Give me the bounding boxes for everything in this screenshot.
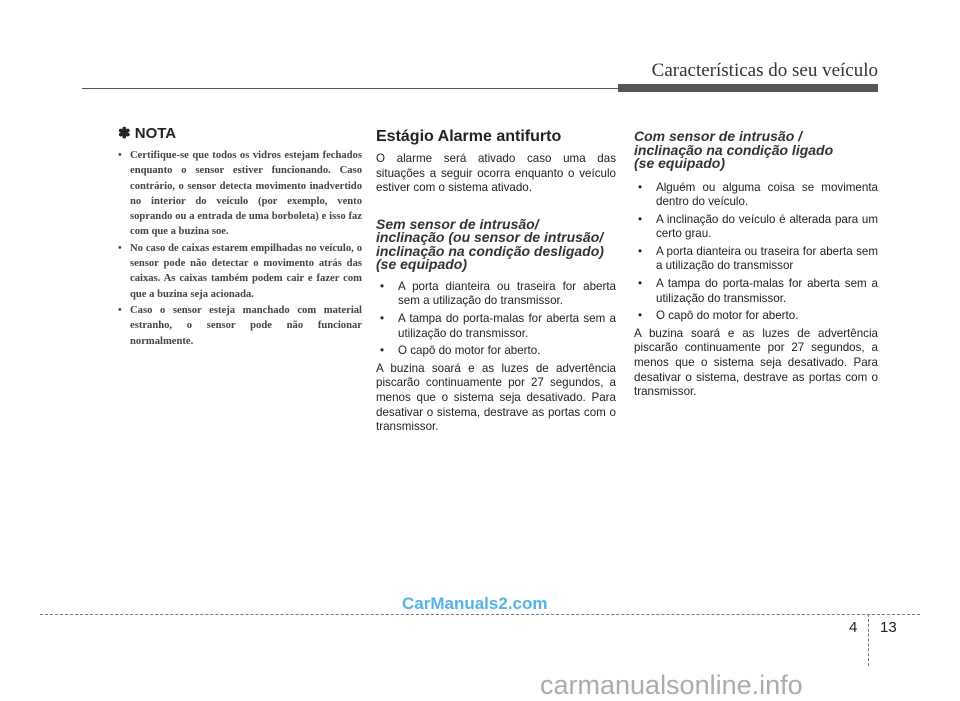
note-column xyxy=(118,124,362,350)
with-sensor-list xyxy=(634,181,878,324)
section-title: Estágio Alarme antifurto xyxy=(376,128,562,145)
sensor-column xyxy=(634,130,878,400)
note-item: • No caso de caixas estarem empilhadas no veículo, o sensor pode não detectar o movimento atrás das caixas. As caixas também podem cair e fazer com que a buzina seja acionada. xyxy=(118,241,362,302)
note-item: • Caso o sensor esteja manchado com material estranho, o sensor pode não funcionar normalmente. xyxy=(118,303,362,349)
watermark-footer: carmanualsonline.info xyxy=(540,670,803,700)
list-item: • O capô do motor for aberto. xyxy=(634,309,878,324)
list-item: • A porta dianteira ou traseira for aberta sem a utilização do transmissor xyxy=(634,245,878,274)
list-item: • O capô do motor for aberto. xyxy=(376,344,616,359)
list-item: • A inclinação do veículo é alterada para um certo grau. xyxy=(634,213,878,242)
chapter-number: 4 xyxy=(849,619,858,636)
with-sensor-text: A buzina soará e as luzes de advertência piscarão continuamente por 27 segundos, a menos que o sistema seja desativado. Para desativar o sistema, destrave as portas com o transmissor. xyxy=(634,326,878,399)
header-bar xyxy=(618,84,878,92)
title-line: inclinação na condição ligado xyxy=(634,141,834,158)
watermark-link[interactable]: CarManuals2.com xyxy=(402,594,548,613)
without-sensor-list xyxy=(376,280,616,359)
with-sensor-title xyxy=(634,130,878,171)
title-line: inclinação (ou sensor de intrusão/ xyxy=(376,229,604,246)
note-list xyxy=(118,148,362,349)
note-item: • Certifique-se que todos os vidros estejam fechados enquanto o sensor estiver funcionando. Caso contrário, o sensor detecta movimento inadvertido no interior do veículo (por exemplo, vento soprando ou a entrada de uma borboleta) e isso faz com que a buzina soe. xyxy=(118,148,362,240)
list-item: • A tampa do porta-malas for aberta sem a utilização do transmissor. xyxy=(634,277,878,306)
alarm-column xyxy=(376,124,616,435)
title-line: (se equipado) xyxy=(376,256,468,273)
header-rule xyxy=(82,88,618,89)
page-divider xyxy=(868,614,869,666)
title-line: inclinação na condição desligado) xyxy=(376,242,604,259)
footer-rule xyxy=(40,614,920,615)
section-intro: O alarme será ativado caso uma das situações a seguir ocorra enquanto o veículo estiver com o sistema ativado. xyxy=(376,152,616,195)
list-item: • A tampa do porta-malas for aberta sem a utilização do transmissor. xyxy=(376,312,616,341)
list-item: • A porta dianteira ou traseira for aberta sem a utilização do transmissor. xyxy=(376,280,616,309)
title-line: Com sensor de intrusão / xyxy=(634,128,803,144)
title-line: Sem sensor de intrusão/ xyxy=(376,215,539,232)
header-title: Características do seu veículo xyxy=(651,60,878,81)
without-sensor-text: A buzina soará e as luzes de advertência piscarão continuamente por 27 segundos, a menos que o sistema seja desativado. Para desativar o sistema, destrave as portas com o transmissor. xyxy=(376,361,616,434)
title-line: (se equipado) xyxy=(634,155,726,171)
page-number: 13 xyxy=(880,619,897,636)
without-sensor-title xyxy=(376,215,616,273)
list-item: • Alguém ou alguma coisa se movimenta dentro do veículo. xyxy=(634,181,878,210)
note-title: ✽ NOTA xyxy=(118,125,177,142)
